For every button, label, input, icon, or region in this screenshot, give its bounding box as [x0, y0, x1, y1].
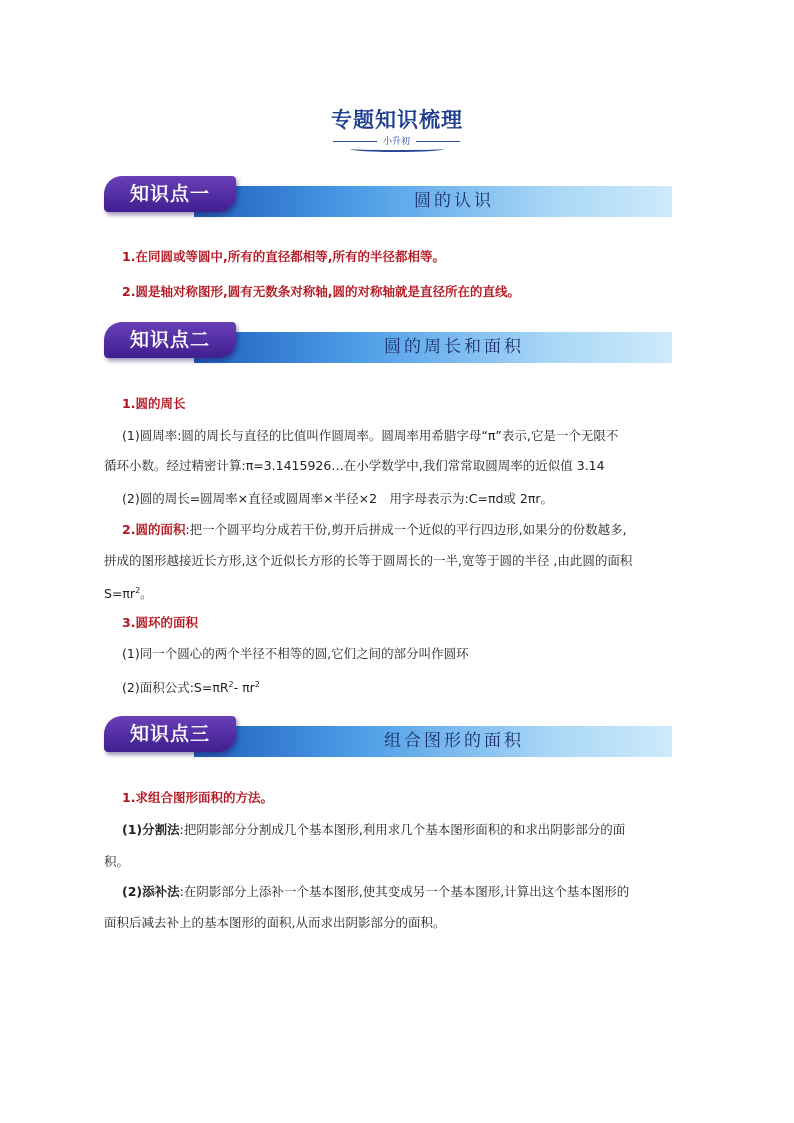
method-split-label: (1)分割法 [122, 822, 180, 837]
subtitle-divider-left [333, 141, 377, 142]
section-header-1 [104, 176, 672, 218]
section-title: 圆的认识 [414, 191, 494, 211]
page-subtitle: 小升初 [382, 137, 410, 147]
section1-point-2: 2.圆是轴对称图形,圆有无数条对称轴,圆的对称轴就是直径所在的直线。 [122, 284, 520, 299]
section2-area-paragraph [122, 521, 627, 539]
method-add-label: (2)添补法 [122, 884, 180, 899]
ring-formula-base: (2)面积公式:S=πR [122, 680, 229, 695]
method-split-text: :把阴影部分分割成几个基本图形,利用求几个基本图形面积的和求出阴影部分的面 [179, 822, 626, 837]
section2-pi-definition: (1)圆周率:圆的周长与直径的比值叫作圆周率。圆周率用希腊字母“π”表示,它是一个无限不 [122, 428, 619, 443]
section2-area-formula [104, 582, 153, 603]
section3-method-add [122, 883, 629, 901]
page-title: 专题知识梳理 [331, 108, 463, 132]
section2-heading-ring: 3.圆环的面积 [122, 615, 198, 630]
section-tab-label: 知识点三 [129, 723, 210, 745]
section3-method-split-cont: 积。 [104, 854, 130, 869]
section-title: 组合图形的面积 [384, 731, 524, 751]
section-title: 圆的周长和面积 [384, 337, 524, 357]
section2-ring-definition: (1)同一个圆心的两个半径不相等的圆,它们之间的部分叫作圆环 [122, 646, 469, 661]
ring-formula-mid: - πr [233, 680, 255, 695]
method-add-text: :在阴影部分上添补一个基本图形,使其变成另一个基本图形,计算出这个基本图形的 [179, 884, 630, 899]
section3-heading-methods: 1.求组合图形面积的方法。 [122, 790, 273, 805]
ring-formula-exponent-1: 2 [228, 680, 234, 689]
section2-heading-area: 2.圆的面积 [122, 522, 186, 537]
section2-area-cont: 拼成的图形越接近长方形,这个近似长方形的长等于圆周长的一半,宽等于圆的半径 ,由此圆的面积 [104, 553, 633, 568]
section2-ring-formula [122, 676, 260, 697]
section-tab-label: 知识点一 [129, 183, 210, 205]
section-header-2 [104, 322, 672, 364]
area-formula-base: S=πr [104, 586, 136, 601]
section2-pi-value: 循环小数。经过精密计算:π=3.1415926…在小学数学中,我们常常取圆周率的近似值 3.14 [104, 458, 605, 473]
page-title-wrap [0, 104, 794, 134]
section-tab-label: 知识点二 [129, 329, 210, 351]
section3-method-split [122, 821, 625, 839]
section-header-3 [104, 716, 672, 758]
section2-area-text: :把一个圆平均分成若干份,剪开后拼成一个近似的平行四边形,如果分的份数越多, [185, 522, 627, 537]
subtitle-divider-right [416, 141, 460, 142]
section1-point-1: 1.在同圆或等圆中,所有的直径都相等,所有的半径都相等。 [122, 249, 445, 264]
title-arc-decoration [350, 146, 444, 152]
ring-formula-exponent-2: 2 [254, 680, 260, 689]
section2-heading-circumference: 1.圆的周长 [122, 396, 186, 411]
section3-method-add-cont: 面积后减去补上的基本图形的面积,从而求出阴影部分的面积。 [104, 915, 446, 930]
section2-circumference-formula: (2)圆的周长=圆周率×直径或圆周率×半径×2 用字母表示为:C=πd或 2πr。 [122, 491, 554, 506]
area-formula-exponent: 2 [135, 586, 141, 595]
area-formula-end: 。 [140, 586, 153, 601]
